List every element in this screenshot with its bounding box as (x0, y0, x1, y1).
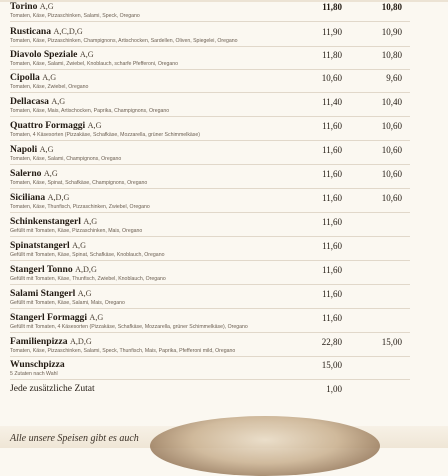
menu-item-quattro-formaggi (10, 120, 440, 142)
item-name: Spinatstangerl A,G (10, 240, 86, 251)
menu-item-row (10, 192, 440, 204)
price-small: 15,00 (321, 360, 342, 370)
menu-item-row (10, 240, 440, 252)
allergen-codes: A,G (77, 289, 92, 298)
item-description: Tomaten, Käse, Mais, Artischocken, Paprika, Champignons, Oregano (10, 108, 170, 114)
item-name: Napoli A,G (10, 144, 54, 155)
price-small: 11,60 (322, 169, 342, 179)
item-name: Familienpizza A,D,G (10, 336, 92, 347)
price-small: 11,40 (322, 97, 342, 107)
item-description: Tomaten, Käse, Pizzaschinken, Salami, Speck, Thunfisch, Mais, Paprika, Pfefferoni mild, Oregano (10, 348, 236, 354)
menu-item-row (10, 168, 440, 180)
menu-item-row (10, 72, 440, 84)
allergen-codes: A,G (42, 73, 57, 82)
item-description: Tomaten, Käse, Zwiebel, Oregano (10, 84, 89, 90)
price-small: 11,60 (322, 217, 342, 227)
price-large: 10,60 (381, 145, 402, 155)
allergen-codes: A,G (39, 2, 54, 11)
item-description: Tomaten, Käse, Pizzaschinken, Salami, Speck, Oregano (10, 13, 140, 19)
price-small: 11,60 (322, 145, 342, 155)
item-name: Salerno A,G (10, 168, 58, 179)
divider (10, 308, 410, 309)
divider (10, 140, 410, 141)
price-small: 22,80 (321, 337, 342, 347)
menu-item-row (10, 96, 440, 108)
menu-item-diavolo-speziale (10, 49, 440, 71)
divider (10, 116, 410, 117)
divider (10, 356, 410, 357)
price-small: 11,60 (322, 121, 342, 131)
price-large: 9,60 (386, 73, 402, 83)
item-name: Jede zusätzliche Zutat (10, 383, 95, 394)
menu-item-row (10, 383, 440, 395)
footer-note: Alle unsere Speisen gibt es auch (10, 433, 139, 444)
menu-item-row (10, 264, 440, 276)
menu-item-row (10, 359, 440, 371)
menu-item-schinkenstangerl (10, 216, 440, 238)
item-description: Gefüllt mit Tomaten, Käse, Pizzaschinken, Mais, Oregano (10, 228, 143, 234)
price-large: 10,60 (381, 121, 402, 131)
menu-item-salerno (10, 168, 440, 190)
item-name: Diavolo Speziale A,G (10, 49, 94, 60)
price-large: 15,00 (381, 337, 402, 347)
item-name: Siciliana A,D,G (10, 192, 70, 203)
item-name: Rusticana A,C,D,G (10, 26, 83, 37)
price-small: 11,80 (322, 2, 342, 12)
allergen-codes: A,D,G (75, 265, 97, 274)
menu-item-spinatstangerl (10, 240, 440, 262)
divider (10, 69, 410, 70)
price-small: 11,60 (322, 241, 342, 251)
menu-item-extra-topping (10, 383, 440, 405)
item-name: Wunschpizza (10, 359, 65, 370)
item-name: Schinkenstangerl A,G (10, 216, 98, 227)
item-description: 5 Zutaten nach Wahl (10, 371, 58, 377)
allergen-codes: A,D,G (69, 337, 92, 346)
item-description: Gefüllt mit Tomaten, 4 Käsesorten (Pizzakäse, Schafkäse, Mozzarella, grüner Schimmelkäse), Oregano (10, 324, 248, 330)
item-name: Salami Stangerl A,G (10, 288, 92, 299)
divider (10, 236, 410, 237)
price-small: 10,60 (321, 73, 342, 83)
menu-item-wunschpizza (10, 359, 440, 381)
allergen-codes: A,G (79, 50, 94, 59)
menu-item-siciliana (10, 192, 440, 214)
divider (10, 284, 410, 285)
menu-item-cipolla (10, 72, 440, 94)
item-description: Tomaten, Käse, Thunfisch, Pizzaschinken, Zwiebel, Oregano (10, 204, 150, 210)
pizza-plate-image (150, 416, 380, 476)
menu-item-dellacasa (10, 96, 440, 118)
allergen-codes: A,G (87, 121, 102, 130)
item-name: Stangerl Tonno A,D,G (10, 264, 97, 275)
menu-item-row (10, 120, 440, 132)
item-name: Stangerl Formaggi A,G (10, 312, 104, 323)
allergen-codes: A,D,G (47, 193, 70, 202)
divider (10, 260, 410, 261)
divider (10, 332, 410, 333)
price-large: 10,80 (381, 2, 402, 12)
item-description: Tomaten, Käse, Salami, Champignons, Oregano (10, 156, 122, 162)
price-large: 10,90 (381, 27, 402, 37)
item-description: Tomaten, Käse, Spinat, Schafkäse, Champignons, Oregano (10, 180, 148, 186)
price-large: 10,60 (381, 169, 402, 179)
item-name: Cipolla A,G (10, 72, 57, 83)
menu-item-row (10, 49, 440, 61)
allergen-codes: A,G (39, 145, 54, 154)
allergen-codes: A,G (72, 241, 86, 250)
divider (10, 188, 410, 189)
item-description: Gefüllt mit Tomaten, Käse, Thunfisch, Zwiebel, Knoblauch, Oregano (10, 276, 166, 282)
menu-item-row (10, 312, 440, 324)
divider (10, 46, 410, 47)
menu-item-row (10, 288, 440, 300)
price-small: 11,80 (322, 50, 342, 60)
menu-item-row (10, 216, 440, 228)
divider (10, 21, 410, 22)
divider (10, 379, 410, 380)
allergen-codes: A,G (83, 217, 98, 226)
menu-item-stangerl-formaggi (10, 312, 440, 334)
price-large: 10,60 (381, 193, 402, 203)
divider (10, 212, 410, 213)
menu-item-row (10, 336, 440, 348)
divider (10, 92, 410, 93)
item-name: Torino A,G (10, 1, 54, 12)
menu-item-torino (10, 1, 440, 23)
menu-item-stangerl-tonno (10, 264, 440, 286)
allergen-codes: A,G (43, 169, 58, 178)
menu-item-napoli (10, 144, 440, 166)
item-description: Gefüllt mit Tomaten, Käse, Salami, Mais, Oregano (10, 300, 125, 306)
item-description: Gefüllt mit Tomaten, Käse, Spinat, Schafkäse, Knoblauch, Oregano (10, 252, 165, 258)
price-large: 10,40 (381, 97, 402, 107)
price-small: 11,90 (322, 27, 342, 37)
price-small: 11,60 (322, 313, 342, 323)
item-name: Quattro Formaggi A,G (10, 120, 102, 131)
item-name: Dellacasa A,G (10, 96, 66, 107)
allergen-codes: A,G (51, 97, 66, 106)
menu-item-familienpizza (10, 336, 440, 358)
menu-item-rusticana (10, 26, 440, 48)
allergen-codes: A,G (89, 313, 104, 322)
item-description: Tomaten, Käse, Pizzaschinken, Champignons, Artischocken, Sardellen, Oliven, Spiegelei, Oregano (10, 38, 238, 44)
price-small: 11,60 (322, 289, 342, 299)
menu-item-salami-stangerl (10, 288, 440, 310)
price-large: 10,80 (381, 50, 402, 60)
price-small: 1,00 (326, 384, 342, 394)
menu-item-row (10, 1, 440, 13)
item-description: Tomaten, 4 Käsesorten (Pizzakäse, Schafkäse, Mozzarella, grüner Schimmelkäse) (10, 132, 201, 138)
divider (10, 164, 410, 165)
price-small: 11,60 (322, 265, 342, 275)
menu-item-row (10, 144, 440, 156)
item-description: Tomaten, Käse, Salami, Zwiebel, Knoblauch, scharfe Pfefferoni, Oregano (10, 61, 179, 67)
price-small: 11,60 (322, 193, 342, 203)
allergen-codes: A,C,D,G (53, 27, 83, 36)
menu-item-row (10, 26, 440, 38)
